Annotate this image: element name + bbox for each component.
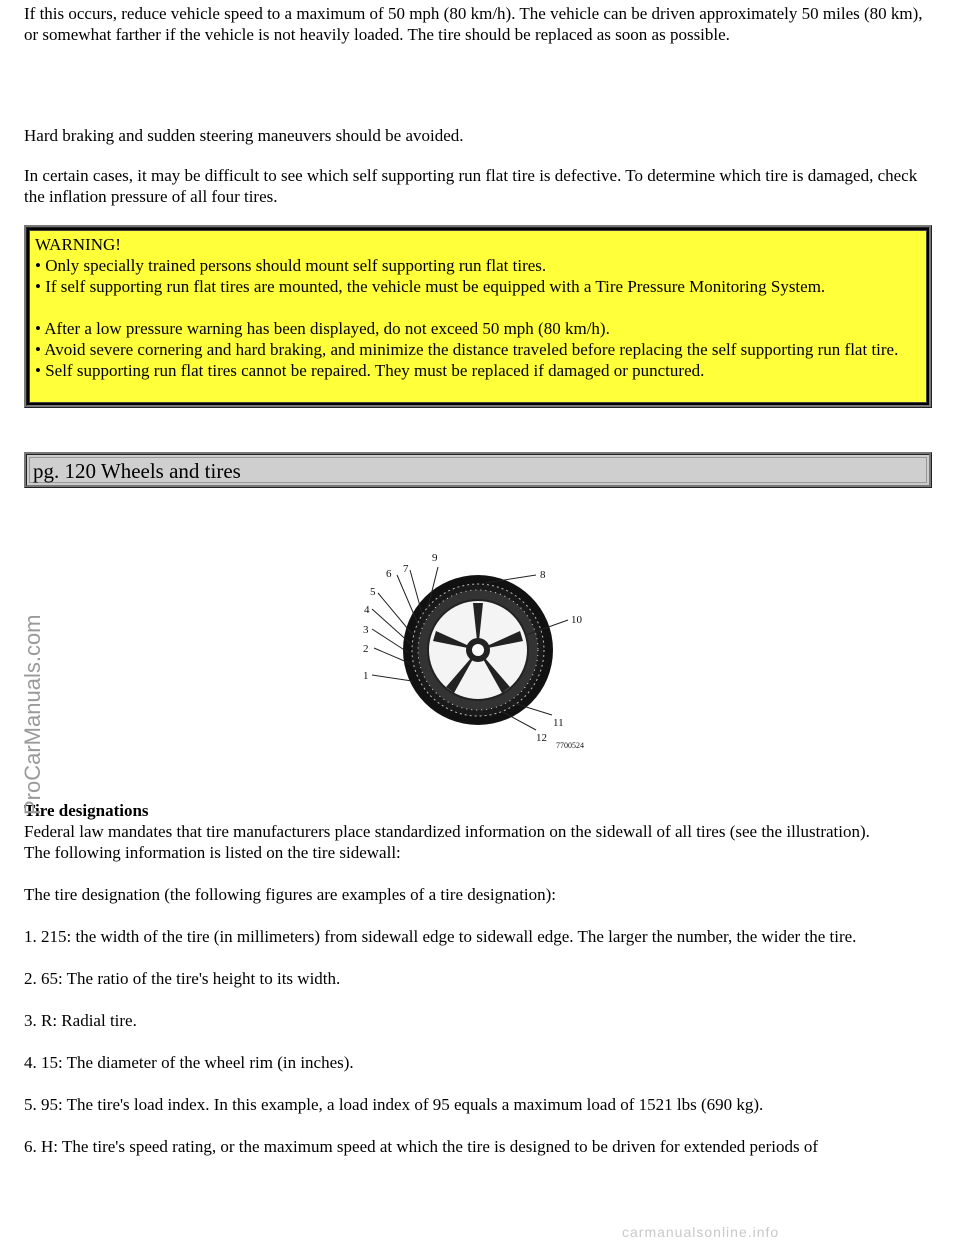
diagram-label-2: 2 — [363, 643, 369, 655]
body-line: 4. 15: The diameter of the wheel rim (in inches). — [24, 1053, 354, 1072]
diagram-label-4: 4 — [364, 604, 370, 616]
intro-paragraph-2: Hard braking and sudden steering maneuvers should be avoided. — [24, 126, 464, 145]
section-title: pg. 120 Wheels and tires — [29, 457, 927, 483]
body-line: The tire designation (the following figures are examples of a tire designation): — [24, 885, 557, 904]
tire-designations-text — [24, 800, 934, 1157]
warning-item: • Avoid severe cornering and hard braking, and minimize the distance traveled before replacing the self supporting run flat tire. — [35, 340, 899, 359]
warning-item: • Self supporting run flat tires cannot be repaired. They must be replaced if damaged or punctured. — [35, 361, 705, 380]
body-line: 2. 65: The ratio of the tire's height to its width. — [24, 969, 341, 988]
watermark: ProCarManuals.com — [20, 614, 45, 815]
body-line: The following information is listed on the tire sidewall: — [24, 843, 401, 862]
body-line: 1. 215: the width of the tire (in millimeters) from sidewall edge to sidewall edge. The larger the number, the wider the tire. — [24, 927, 857, 946]
diagram-label-7: 7 — [403, 563, 409, 575]
footer-watermark: carmanualsonline.info — [622, 1224, 780, 1240]
diagram-code: 7700524 — [556, 741, 584, 750]
body-line: Federal law mandates that tire manufacturers place standardized information on the sidewall of all tires (see the illustration). — [24, 822, 870, 841]
diagram-label-10: 10 — [571, 614, 582, 626]
diagram-label-12: 12 — [536, 732, 547, 744]
tire-diagram — [360, 545, 605, 755]
diagram-label-8: 8 — [540, 569, 546, 581]
diagram-label-9: 9 — [432, 552, 438, 564]
warning-box — [24, 225, 932, 408]
tire-designations-heading: Tire designations — [24, 801, 149, 820]
body-line: 3. R: Radial tire. — [24, 1011, 137, 1030]
intro-paragraph-3: In certain cases, it may be difficult to see which self supporting run flat tire is defective. To determine which tire is damaged, check the inflation pressure of all four tires. — [24, 166, 918, 206]
diagram-label-1: 1 — [363, 670, 369, 682]
diagram-label-3: 3 — [363, 624, 369, 636]
intro-paragraph-1: If this occurs, reduce vehicle speed to a maximum of 50 mph (80 km/h). The vehicle can be driven approximately 50 miles (80 km), or somewhat farther if the vehicle is not heavily loaded. The tire should be replaced as soon as possible. — [24, 4, 923, 44]
warning-title: WARNING! — [35, 235, 121, 254]
body-line: 5. 95: The tire's load index. In this example, a load index of 95 equals a maximum load of 1521 lbs (690 kg). — [24, 1095, 764, 1114]
warning-item: • If self supporting run flat tires are mounted, the vehicle must be equipped with a Tire Pressure Monitoring System. — [35, 277, 826, 296]
diagram-label-6: 6 — [386, 568, 392, 580]
diagram-label-11: 11 — [553, 717, 564, 729]
body-line: 6. H: The tire's speed rating, or the maximum speed at which the tire is designed to be driven for extended periods of — [24, 1137, 818, 1156]
warning-item: • After a low pressure warning has been displayed, do not exceed 50 mph (80 km/h). — [35, 319, 610, 338]
warning-item: • Only specially trained persons should mount self supporting run flat tires. — [35, 256, 547, 275]
section-header — [24, 452, 932, 488]
diagram-label-5: 5 — [370, 586, 376, 598]
